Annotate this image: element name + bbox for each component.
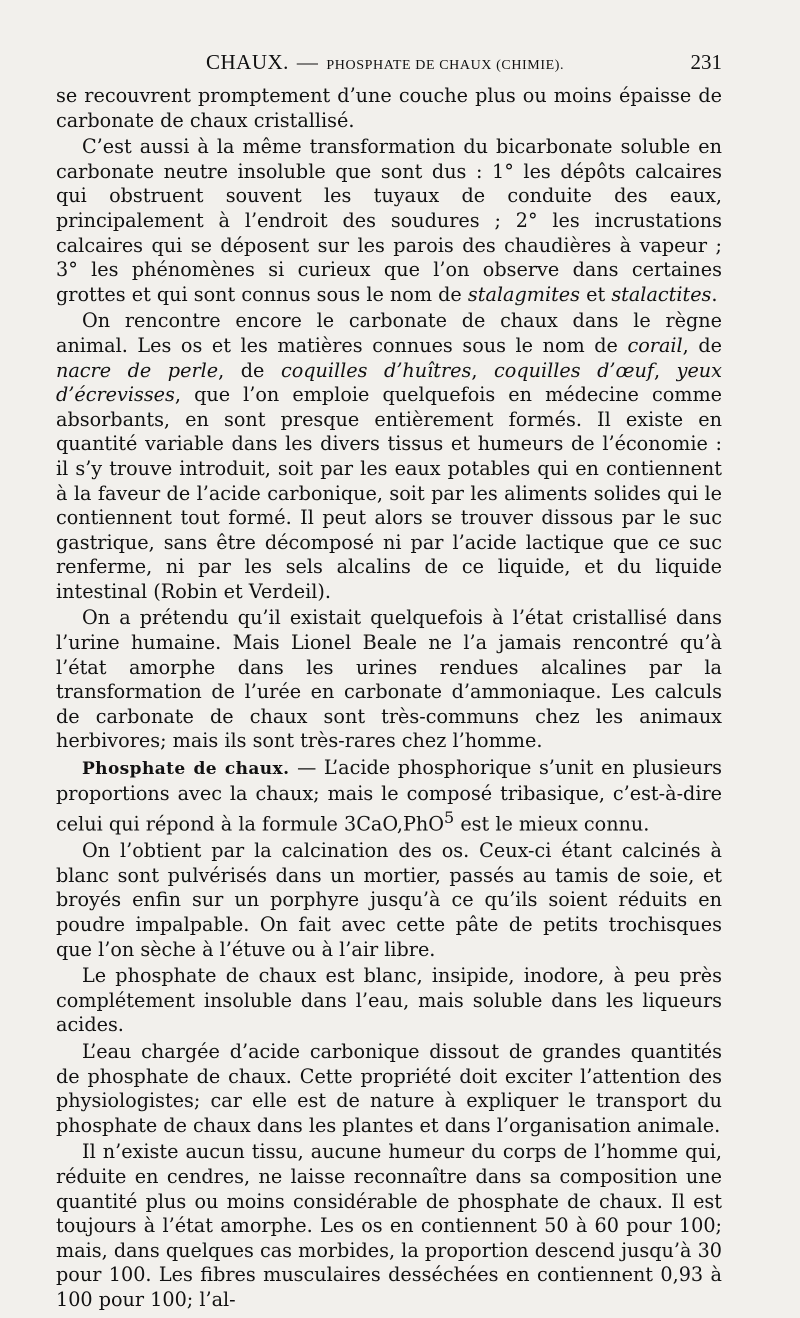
header-dash: — bbox=[296, 50, 319, 74]
formula-superscript: 5 bbox=[444, 808, 455, 828]
paragraph-1: se recouvrent promptement d’une couche plus ou moins épaisse de carbonate de chaux cristallisé. bbox=[56, 84, 722, 132]
paragraph-3-c: , de bbox=[218, 358, 265, 382]
header-title: CHAUX. bbox=[206, 50, 289, 74]
paragraph-5 bbox=[56, 756, 722, 837]
term-coquilles-huitres: coquilles d’huîtres bbox=[280, 358, 472, 382]
page-number: 231 bbox=[690, 50, 722, 74]
term-yeux-ecrevisses: yeux d’écrevisses bbox=[56, 358, 722, 407]
term-stalactites: stalactites bbox=[611, 282, 712, 306]
paragraph-3-b: , de bbox=[682, 333, 722, 357]
term-coquilles-oeuf: coquilles d’œuf bbox=[494, 358, 654, 382]
page bbox=[56, 50, 722, 1314]
term-stalagmites: stalagmites bbox=[467, 282, 581, 306]
paragraph-5-a: — L’acide phosphorique s’unit en plusieurs proportions avec la chaux; mais le composé tribasique, c’est-à-dire celui qui répond à la formule 3CaO,PhO bbox=[56, 756, 722, 836]
paragraph-9: Il n’existe aucun tissu, aucune humeur du corps de l’homme qui, réduite en cendres, ne laisse reconnaître dans sa composition une quantité plus ou moins considérable de phosphate de chaux. Il est toujours à l’état amorphe. Les os en contiennent 50 à 60 pour 100; mais, dans quelques cas morbides, la proportion descend jusqu’à 30 pour 100. Les fibres musculaires desséchées en contiennent 0,93 à 100 pour 100; l’al- bbox=[56, 1140, 722, 1311]
term-corail: corail bbox=[627, 333, 683, 357]
paragraph-3-e: , bbox=[653, 358, 661, 382]
paragraph-8: L’eau chargée d’acide carbonique dissout de grandes quantités de phosphate de chaux. Cette propriété doit exciter l’attention des physiologistes; car elle est de nature à expliquer le transport du phosphate de chaux dans les plantes et dans l’organisation animale. bbox=[56, 1039, 722, 1137]
paragraph-3-a: On rencontre encore le carbonate de chaux dans le règne animal. Les os et les matières connues sous le nom de bbox=[56, 309, 722, 357]
paragraph-6: On l’obtient par la calcination des os. Ceux-ci étant calcinés à blanc sont pulvérisés dans un mortier, passés au tamis de soie, et broyés enfin sur un porphyre jusqu’à ce qu’ils soient réduits en poudre impalpable. On fait avec cette pâte de petits trochisques que l’on sèche à l’étuve ou à l’air libre. bbox=[56, 839, 722, 961]
paragraph-3 bbox=[56, 309, 722, 604]
header-title-group bbox=[206, 50, 564, 75]
term-nacre: nacre de perle bbox=[56, 358, 219, 382]
paragraph-3-d: , bbox=[471, 358, 478, 382]
paragraph-7: Le phosphate de chaux est blanc, insipide, inodore, à peu près complétement insoluble dans l’eau, mais soluble dans les liqueurs acides. bbox=[56, 964, 722, 1037]
body-text bbox=[56, 84, 722, 1312]
paragraph-4: On a prétendu qu’il existait quelquefois à l’état cristallisé dans l’urine humaine. Mais Lionel Beale ne l’a jamais rencontré qu’à l’état amorphe dans les urines rendues alcalines par la transformation de l’urée en carbonate d’ammoniaque. Les calculs de carbonate de chaux sont très-communs chez les animaux herbivores; mais ils sont très-rares chez l’homme. bbox=[56, 606, 722, 753]
header-subtitle: PHOSPHATE DE CHAUX (CHIMIE). bbox=[326, 58, 565, 73]
running-header bbox=[56, 50, 722, 84]
paragraph-2-end: . bbox=[711, 282, 718, 306]
paragraph-2-text: C’est aussi à la même transformation du bicarbonate soluble en carbonate neutre insoluble que sont dus : 1° les dépôts calcaires qui obstruent souvent les tuyaux de conduite des eaux, principalement à l’endroit des soudures ; 2° les incrustations calcaires qui se déposent sur les parois des chaudières à vapeur ; 3° les phénomènes si curieux que l’on observe dans certaines grottes et qui sont connus sous le nom de bbox=[56, 135, 722, 306]
paragraph-2-mid: et bbox=[586, 282, 606, 306]
paragraph-3-f: , que l’on emploie quelquefois en médecine comme absorbants, en sont presque entièrement formés. Il existe en quantité variable dans les divers tissus et humeurs de l’économie : il s’y trouve introduit, soit par les eaux potables qui en contiennent à la faveur de l’acide carbonique, soit par les aliments solides qui le contiennent tout formé. Il peut alors se trouver dissous par le suc gastrique, sans être décomposé ni par l’acide lactique que ce suc renferme, ni par les sels alcalins de ce liquide, et du liquide intestinal (Robin et Verdeil). bbox=[56, 383, 722, 603]
paragraph-5-b: est le mieux connu. bbox=[460, 812, 650, 836]
section-heading: Phosphate de chaux. bbox=[82, 759, 290, 780]
paragraph-2 bbox=[56, 135, 722, 307]
